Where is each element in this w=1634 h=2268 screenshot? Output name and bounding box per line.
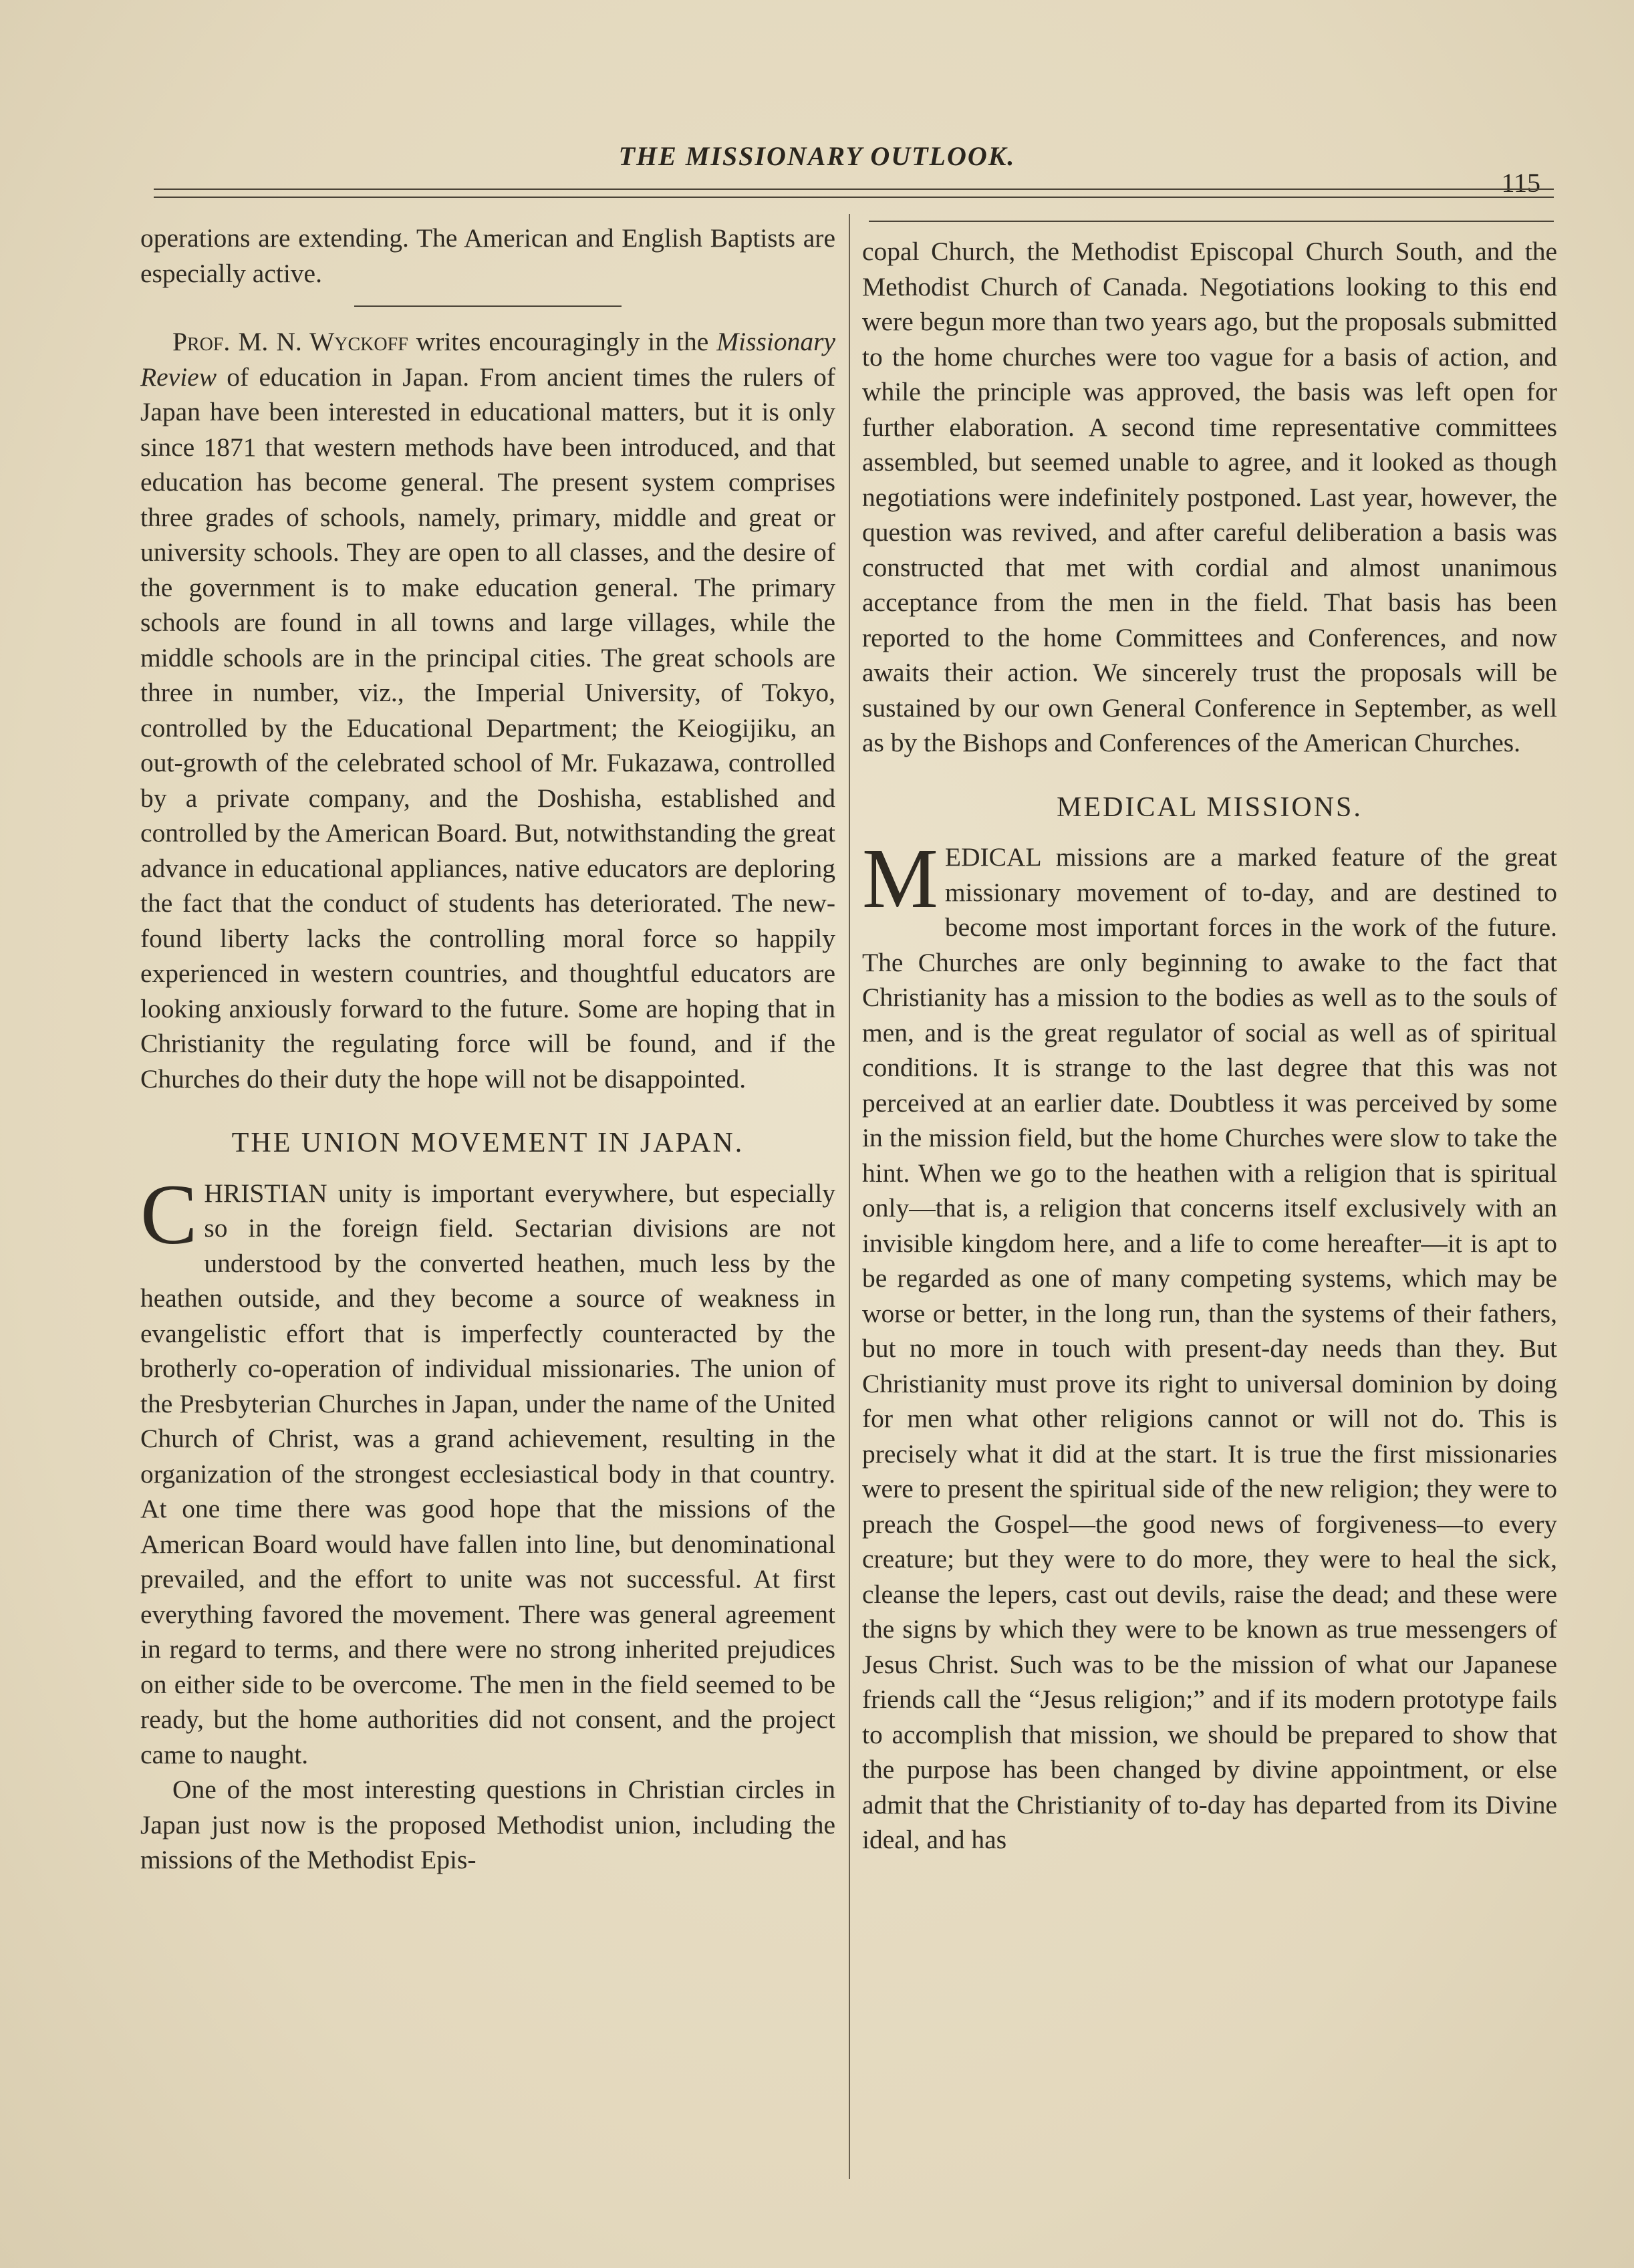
- drop-cap: C: [140, 1166, 198, 1262]
- right-column-rule: [869, 221, 1554, 222]
- page-number: 115: [1501, 168, 1540, 198]
- paragraph-education-japan: [140, 324, 835, 1096]
- text-run: EDICAL missions are a marked feature of the great missionary movement of to-day, and are destined to become most important forces in the work of the future. The Churches are only beginning to awake to the fact that Christianity has a mission to the bodies as well as to the souls of men, and is the great regulator of social as well as of spiritual conditions. It is strange to the last degree that this was not perceived at an earlier date. Doubtless it was perceived by some in the mission field, but the home Churches were slow to take the hint. When we go to the heathen with a religion that is spiritual only—that is, a religion that concerns itself exclusively with an invisible kingdom here, and a life to come hereafter—it is apt to be regarded as one of many competing systems, which may be worse or better, in the long run, than the systems of their fathers, but no more in touch with present-day needs than they. But Christianity must prove its right to universal dominion by doing for men what other religions cannot or will not do. This is precisely what it did at the start. It is true the first missionaries were to present the spiritual side of the new religion; they were to preach the Gospel—the good news of forgiveness—to every creature; but they were to do more, they were to heal the sick, cleanse the lepers, cast out devils, raise the dead; and these were the signs by which they were to be known as true messengers of Jesus Christ. Such was to be the mission of what our Japanese friends call the “Jesus religion;” and if its modern prototype fails to accomplish that mission, we should be prepared to show that the purpose has been changed by divine appointment, or else admit that the Christianity of to-day has departed from its Divine ideal, and has: [862, 842, 1557, 1854]
- text-run: of education in Japan. From ancient times the rulers of Japan have been interested in educational matters, but it is only since 1871 that western methods have been introduced, and that education has become general. The present system comprises three grades of schools, namely, primary, middle and great or university schools. They are open to all classes, and the desire of the government is to make education general. The primary schools are found in all towns and large villages, while the middle schools are in the principal cities. The great schools are three in number, viz., the Imperial University, of Tokyo, controlled by the Educational Department; the Keiogijiku, an out-growth of the celebrated school of Mr. Fukazawa, controlled by a private company, and the Doshisha, established and controlled by the American Board. But, notwithstanding the great advance in educational appliances, native educators are deploring the fact that the conduct of students has deteriorated. The new-found liberty lacks the controlling moral force so happily experienced in western countries, and thoughtful educators are looking anxiously forward to the future. Some are hoping that in Christianity the regulating force will be found, and if the Churches do their duty the hope will not be disappointed.: [140, 362, 835, 1094]
- header-rule-bottom: [154, 197, 1554, 198]
- paragraph-christian-unity: [140, 1166, 835, 1773]
- paragraph-medical-missions: [862, 831, 1557, 1858]
- text-run: writes encouragingly in the: [408, 327, 717, 356]
- drop-cap: M: [862, 831, 938, 926]
- section-heading-medical: MEDICAL MISSIONS.: [1057, 791, 1363, 823]
- author-name: Prof. M. N. Wyckoff: [172, 327, 408, 356]
- column-divider: [849, 214, 850, 2179]
- publication-title: Missionary Review: [140, 327, 836, 392]
- text-run: HRISTIAN unity is important everywhere, but especially so in the foreign field. Sectarian divisions are not understood by the converted heathen, much less by the heathen outside, and they become a source of weakness in evangelistic effort that is imperfectly counteracted by the brotherly co-operation of individual missionaries. The union of the Presbyterian Churches in Japan, under the name of the United Church of Christ, was a grand achievement, resulting in the organization of the strongest ecclesiastical body in that country. At one time there was good hope that the missions of the American Board would have fallen into line, but denominational prevailed, and the effort to unite was not successful. At first everything favored the movement. There was general agreement in regard to terms, and there were no strong inherited prejudices on either side to be overcome. The men in the field seemed to be ready, but the home authorities did not consent, and the project came to naught.: [140, 1178, 835, 1769]
- paragraph-methodist-union: One of the most interesting questions in Christian circles in Japan just now is the proposed Methodist union, including the missions of the Methodist Epis-: [140, 1775, 835, 1874]
- left-column: [140, 221, 835, 1878]
- paragraph-baptists: operations are extending. The American and English Baptists are especially active.: [140, 223, 835, 288]
- header-rule-top: [154, 188, 1554, 190]
- paragraph-methodist-negotiations: copal Church, the Methodist Episcopal Church South, and the Methodist Church of Canada. Negotiations looking to this end were begun more than two years ago, but the proposals submitted to the home churches were too vague for a basis of action, and while the principle was approved, the basis was left open for further elaboration. A second time representative committees assembled, but seemed unable to agree, and it looked as though negotiations were indefinitely postponed. Last year, however, the question was revived, and after careful deliberation a basis was constructed that met with cordial and almost unanimous acceptance from the men in the field. That basis has been reported to the home Committees and Conferences, and now awaits their action. We sincerely trust the proposals will be sustained by our own General Conference in September, as well as by the Bishops and Conferences of the American Churches.: [862, 237, 1557, 757]
- running-head: THE MISSIONARY OUTLOOK.: [618, 141, 1016, 171]
- separator-rule: [354, 305, 622, 307]
- right-column: [862, 234, 1557, 1858]
- section-heading-union: THE UNION MOVEMENT IN JAPAN.: [231, 1128, 744, 1158]
